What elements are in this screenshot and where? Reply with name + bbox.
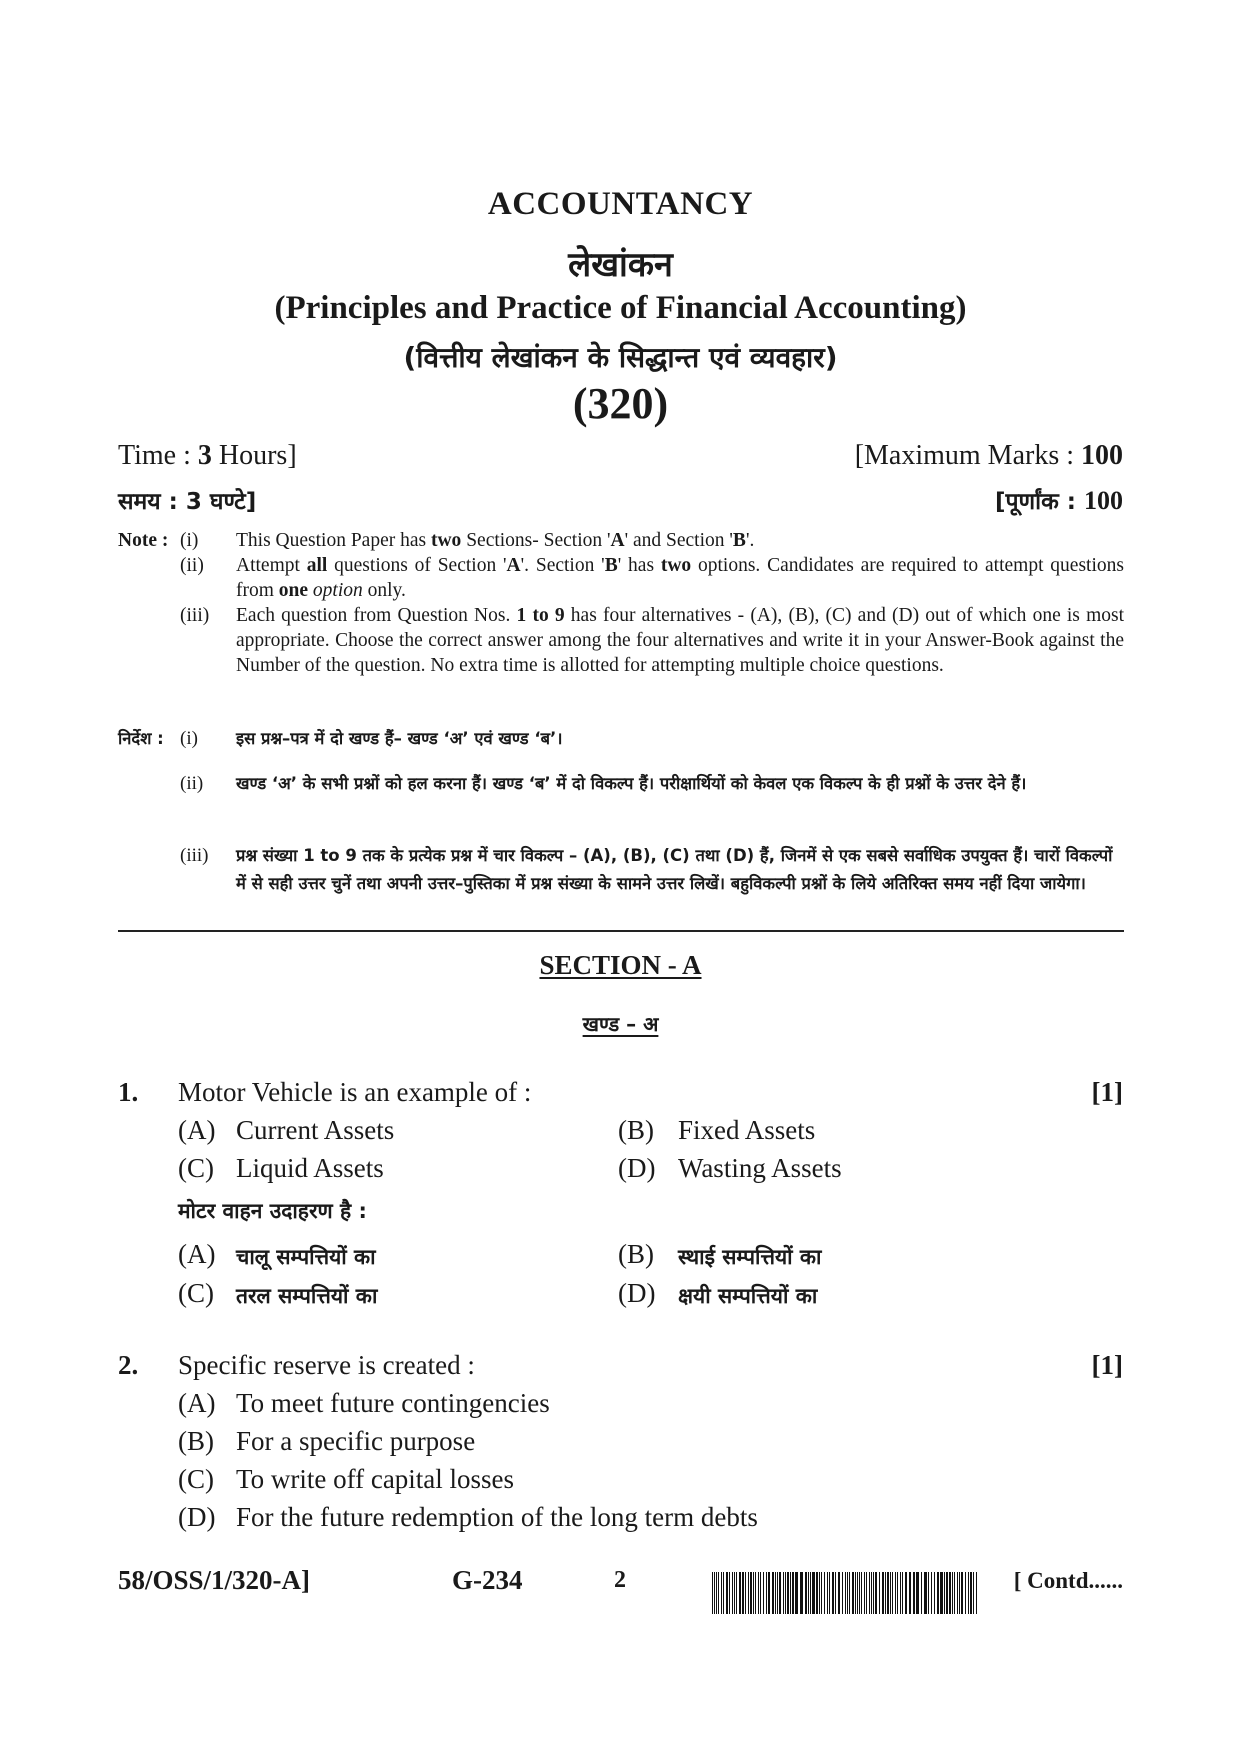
note-text-hindi: प्रश्न संख्या 1 to 9 तक के प्रत्येक प्रश्न में चार विकल्प – (A), (B), (C) तथा (D) हैं, जिनमें से एक सबसे सर्वाधिक उपयुक्त हैं। चारों विकल्पों में से सही उत्तर चुनें तथा अपनी उत्तर–पुस्तिका में प्रश्न संख्या के सामने उत्तर लिखें। बहुविकल्पी प्रश्नों के लिये अतिरिक्त समय नहीं दिया जायेगा। [236, 846, 1113, 893]
barcode-bar [921, 1572, 922, 1614]
barcode-bar [879, 1572, 880, 1614]
barcode-bar [716, 1572, 717, 1614]
barcode-bar [866, 1572, 867, 1614]
barcode-bar [976, 1572, 977, 1614]
barcode-bar [768, 1572, 770, 1614]
barcode-bar [882, 1572, 884, 1614]
barcode-bar [861, 1572, 862, 1614]
barcode-bar [758, 1572, 759, 1614]
option-key: (B) [178, 1426, 214, 1456]
barcode-bar [885, 1572, 886, 1614]
barcode-bar [810, 1572, 811, 1614]
note-text: Each question from Question Nos. 1 to 9 has four alternatives - (A), (B), (C) and (D) out of which one is most appropriate. Choose the correct answer among the four alternatives and write it in your Answer-Book against the Number of the question. No extra time is allotted for attempting multiple choice questions. [236, 605, 1124, 676]
question-text: Motor Vehicle is an example of : [178, 1077, 532, 1107]
maximum-marks: [Maximum Marks : 100 [854, 440, 1123, 471]
barcode-bar [795, 1572, 798, 1614]
barcode-bar [875, 1572, 877, 1614]
barcode-bar [913, 1572, 915, 1614]
barcode-bar [838, 1572, 840, 1614]
barcode-bar [900, 1572, 901, 1614]
barcode-bar [816, 1572, 818, 1614]
barcode-bar [777, 1572, 778, 1614]
question-text: Specific reserve is created : [178, 1350, 475, 1380]
time-allowed-hindi: समय : 3 घण्टे] [118, 489, 257, 515]
barcode-bar [946, 1572, 948, 1614]
option-text-hindi: क्षयी सम्पत्तियों का [678, 1284, 818, 1308]
option-key: (D) [618, 1153, 656, 1183]
barcode-bar [792, 1572, 794, 1614]
option-text-hindi: चालू सम्पत्तियों का [236, 1245, 376, 1269]
barcode-bar [819, 1572, 820, 1614]
barcode-image [712, 1572, 980, 1614]
barcode-bar [957, 1572, 958, 1614]
barcode-bar [760, 1572, 761, 1614]
barcode-bar [897, 1572, 898, 1614]
note-text-hindi: खण्ड ‘अ’ के सभी प्रश्नों को हल करना हैं। खण्ड ‘ब’ में दो विकल्प हैं। परीक्षार्थियों को केवल एक विकल्प के ही प्रश्नों के उत्तर देने हैं। [236, 774, 1027, 793]
barcode-bar [805, 1572, 807, 1614]
barcode-bar [965, 1572, 966, 1614]
barcode-bar [954, 1572, 955, 1614]
barcode-bar [748, 1572, 749, 1614]
barcode-bar [742, 1572, 744, 1614]
note-number: (ii) [180, 555, 204, 576]
barcode-bar [732, 1572, 733, 1614]
option-text: To meet future contingencies [236, 1388, 550, 1418]
maximum-marks-hindi: [पूर्णांक : 100 [994, 486, 1123, 515]
barcode-bar [959, 1572, 960, 1614]
note-number: (i) [180, 530, 199, 551]
option-text: To write off capital losses [236, 1464, 515, 1494]
barcode-bar [857, 1572, 858, 1614]
option-text: Wasting Assets [678, 1153, 842, 1183]
barcode-bar [869, 1572, 870, 1614]
paper-title: ACCOUNTANCY [487, 186, 754, 222]
option-text: For the future redemption of the long term debts [236, 1502, 758, 1532]
note-number-hindi: (i) [180, 728, 198, 749]
barcode-bar [847, 1572, 848, 1614]
barcode-bar [772, 1572, 774, 1614]
barcode-bar [787, 1572, 789, 1614]
barcode-bar [859, 1572, 860, 1614]
barcode-bar [864, 1572, 865, 1614]
option-key: (A) [178, 1388, 216, 1418]
barcode-bar [873, 1572, 874, 1614]
question-number: 1. [118, 1077, 139, 1107]
option-text: Current Assets [236, 1115, 395, 1145]
barcode-bar [736, 1572, 737, 1614]
option-key: (A) [178, 1115, 216, 1145]
barcode-bar [892, 1572, 893, 1614]
barcode-bar [763, 1572, 764, 1614]
barcode-bar [890, 1572, 891, 1614]
barcode-bar [729, 1572, 730, 1614]
barcode-bar [790, 1572, 791, 1614]
barcode-bar [928, 1572, 929, 1614]
barcode-bar [829, 1572, 830, 1614]
option-text: For a specific purpose [236, 1426, 476, 1456]
option-key: (B) [618, 1239, 654, 1269]
barcode-bar [895, 1572, 896, 1614]
barcode-bar [842, 1572, 843, 1614]
barcode-bar [952, 1572, 953, 1614]
barcode-bar [916, 1572, 919, 1614]
barcode-bar [909, 1572, 911, 1614]
note-label: Note : [118, 530, 169, 551]
barcode-bar [827, 1572, 828, 1614]
barcode-bar [887, 1572, 889, 1614]
barcode-bar [931, 1572, 932, 1614]
barcode-bar [821, 1572, 822, 1614]
barcode-bar [739, 1572, 741, 1614]
continued-marker: [ Contd...... [1013, 1568, 1123, 1593]
paper-title-hindi: लेखांकन [568, 245, 673, 285]
option-key: (B) [618, 1115, 654, 1145]
option-key: (D) [618, 1278, 656, 1308]
barcode-bar [808, 1572, 809, 1614]
barcode-bar [714, 1572, 715, 1614]
barcode-bar [940, 1572, 943, 1614]
series-code: G-234 [452, 1565, 523, 1595]
barcode-bar [944, 1572, 945, 1614]
barcode-bar [753, 1572, 754, 1614]
note-text-hindi: इस प्रश्न–पत्र में दो खण्ड हैं– खण्ड ‘अ’ एवं खण्ड ‘ब’। [236, 729, 563, 748]
paper-code: (320) [572, 379, 669, 428]
barcode-bar [832, 1572, 834, 1614]
note-text: Attempt all questions of Section 'A'. Section 'B' has two options. Candidates are required to attempt questions from one option only. [236, 555, 1124, 601]
option-text-hindi: तरल सम्पत्तियों का [236, 1284, 378, 1308]
option-key: (D) [178, 1502, 216, 1532]
barcode-bar [905, 1572, 907, 1614]
option-text-hindi: स्थाई सम्पत्तियों का [678, 1245, 822, 1269]
barcode-bar [755, 1572, 756, 1614]
question-number: 2. [118, 1350, 139, 1380]
barcode-bar [924, 1572, 927, 1614]
barcode-bar [800, 1572, 803, 1614]
barcode-bar [835, 1572, 836, 1614]
paper-code-footer: 58/OSS/1/320-A] [118, 1565, 311, 1595]
barcode-bar [970, 1572, 972, 1614]
paper-subtitle: (Principles and Practice of Financial Accounting) [274, 290, 967, 326]
paper-subtitle-hindi: (वित्तीय लेखांकन के सिद्धान्त एवं व्यवहार) [403, 341, 838, 374]
option-text: Liquid Assets [236, 1153, 384, 1183]
barcode-bar [852, 1572, 854, 1614]
barcode-bar [855, 1572, 856, 1614]
section-heading-hindi: खण्ड – अ [582, 1012, 659, 1036]
option-key: (A) [178, 1239, 216, 1269]
divider [118, 930, 1124, 932]
option-text: Fixed Assets [678, 1115, 816, 1145]
barcode-bar [712, 1572, 713, 1614]
time-allowed: Time : 3 Hours] [118, 440, 297, 471]
barcode-bar [949, 1572, 951, 1614]
barcode-bar [721, 1572, 722, 1614]
question-marks: [1] [1091, 1350, 1123, 1380]
barcode-bar [961, 1572, 963, 1614]
option-key: (C) [178, 1278, 214, 1308]
question-marks: [1] [1091, 1077, 1123, 1107]
barcode-bar [766, 1572, 767, 1614]
barcode-bar [775, 1572, 776, 1614]
barcode-bar [968, 1572, 969, 1614]
barcode-bar [934, 1572, 935, 1614]
page-number: 2 [614, 1567, 626, 1593]
barcode-bar [785, 1572, 786, 1614]
barcode-bar [734, 1572, 735, 1614]
option-key: (C) [178, 1464, 214, 1494]
note-label-hindi: निर्देश : [118, 729, 164, 748]
barcode-bar [745, 1572, 746, 1614]
barcode-bar [750, 1572, 752, 1614]
barcode-bar [824, 1572, 825, 1614]
note-text: This Question Paper has two Sections- Section 'A' and Section 'B'. [236, 530, 755, 551]
barcode-bar [723, 1572, 724, 1614]
section-heading: SECTION - A [539, 950, 702, 980]
barcode-bar [779, 1572, 781, 1614]
barcode-bar [783, 1572, 784, 1614]
barcode-bar [726, 1572, 728, 1614]
note-number: (iii) [180, 605, 210, 626]
barcode-bar [845, 1572, 846, 1614]
barcode-bar [871, 1572, 872, 1614]
barcode-bar [973, 1572, 974, 1614]
barcode-bar [937, 1572, 939, 1614]
note-number-hindi: (ii) [180, 773, 204, 794]
barcode-bar [902, 1572, 903, 1614]
barcode-bar [718, 1572, 719, 1614]
note-number-hindi: (iii) [180, 845, 209, 866]
question-text-hindi: मोटर वाहन उदाहरण है : [178, 1199, 367, 1223]
barcode-bar [812, 1572, 815, 1614]
option-key: (C) [178, 1153, 214, 1183]
barcode-bar [849, 1572, 850, 1614]
